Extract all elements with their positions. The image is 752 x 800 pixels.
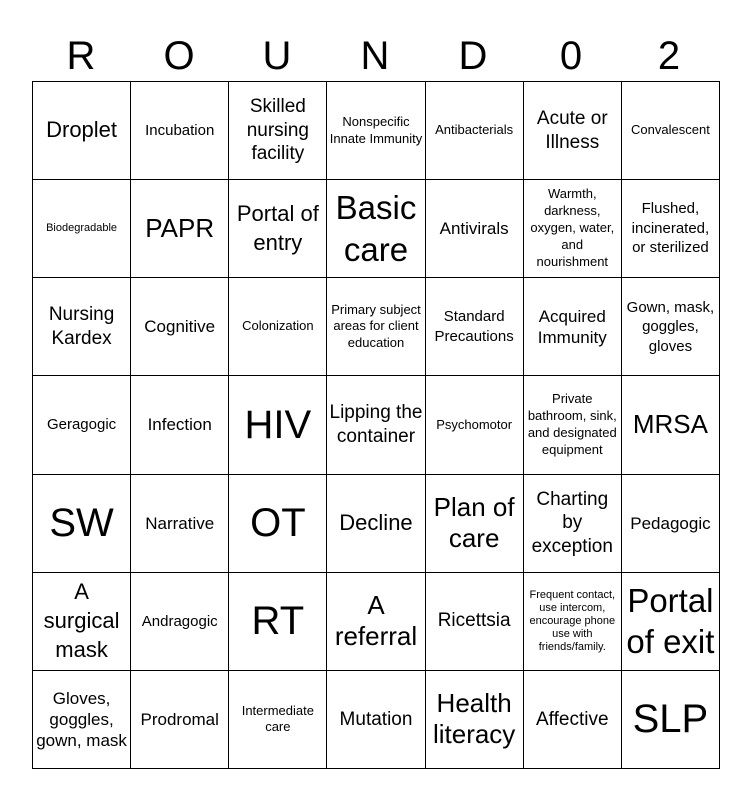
cell-text: Health literacy	[432, 688, 516, 750]
cell-text: Acquired Immunity	[537, 306, 607, 347]
bingo-cell	[426, 278, 524, 376]
cell-text: Pedagogic	[630, 513, 711, 533]
bingo-cell	[131, 82, 229, 180]
cell-text: Geragogic	[46, 416, 117, 434]
bingo-cell	[524, 278, 622, 376]
bingo-cell	[131, 573, 229, 671]
bingo-cell	[622, 82, 720, 180]
header-letter: U	[262, 34, 292, 78]
bingo-cell	[33, 376, 131, 474]
cell-text: Antibacterials	[435, 122, 514, 138]
cell-text: Basic care	[335, 189, 417, 268]
header-letter: N	[360, 34, 390, 78]
bingo-cell	[524, 475, 622, 573]
cell-text: HIV	[244, 402, 312, 447]
bingo-cell	[327, 475, 425, 573]
cell-text: Psychomotor	[436, 416, 513, 432]
cell-text: RT	[251, 599, 305, 644]
cell-text: Convalescent	[631, 122, 710, 138]
cell-text: Portal of entry	[236, 201, 319, 255]
header-letter: D	[458, 34, 488, 78]
cell-text: Cognitive	[144, 317, 216, 337]
cell-text: Affective	[536, 708, 609, 730]
bingo-cell	[229, 376, 327, 474]
bingo-cell	[426, 82, 524, 180]
cell-text: Gloves, goggles, gown, mask	[36, 688, 127, 751]
bingo-cell	[524, 573, 622, 671]
cell-text: A referral	[334, 590, 418, 652]
bingo-cell	[327, 671, 425, 769]
bingo-cell	[524, 180, 622, 278]
cell-text: Plan of care	[433, 491, 515, 554]
bingo-cell	[426, 180, 524, 278]
cell-text: Mutation	[339, 708, 413, 730]
cell-text: Nonspecific Innate Immunity	[329, 113, 423, 146]
bingo-cell	[33, 278, 131, 376]
cell-text: Colonization	[242, 318, 314, 334]
bingo-grid	[32, 81, 720, 769]
bingo-cell	[33, 180, 131, 278]
bingo-cell	[426, 376, 524, 474]
cell-text: PAPR	[145, 213, 215, 244]
bingo-cell	[622, 475, 720, 573]
bingo-cell	[229, 475, 327, 573]
cell-text: Private bathroom, sink, and designated equipment	[527, 391, 617, 457]
header-letter: 2	[657, 34, 681, 78]
cell-text: Andragogic	[141, 612, 218, 630]
cell-text: Charting by exception	[531, 488, 613, 557]
bingo-cell	[327, 180, 425, 278]
cell-text: Droplet	[46, 117, 118, 143]
cell-text: Nursing Kardex	[48, 304, 115, 349]
bingo-cell	[622, 573, 720, 671]
bingo-cell	[327, 573, 425, 671]
bingo-cell	[33, 82, 131, 180]
bingo-cell	[131, 671, 229, 769]
bingo-cell	[33, 475, 131, 573]
cell-text: Primary subject areas for client education	[331, 301, 421, 351]
bingo-cell	[327, 278, 425, 376]
header-letter: 0	[559, 34, 583, 78]
bingo-cell	[229, 671, 327, 769]
cell-text: Narrative	[145, 513, 215, 533]
bingo-cell	[426, 573, 524, 671]
bingo-cell	[524, 671, 622, 769]
cell-text: Flushed, incinerated, or sterilized	[631, 200, 710, 257]
cell-text: Incubation	[145, 121, 215, 139]
bingo-cell	[622, 180, 720, 278]
bingo-cell	[622, 376, 720, 474]
cell-text: Portal of exit	[626, 582, 715, 661]
bingo-cell	[229, 180, 327, 278]
bingo-cell	[327, 376, 425, 474]
bingo-cell	[622, 278, 720, 376]
bingo-cell	[426, 475, 524, 573]
bingo-cell	[33, 573, 131, 671]
cell-text: OT	[250, 501, 306, 546]
bingo-cell	[229, 278, 327, 376]
bingo-cell	[426, 671, 524, 769]
cell-text: Standard Precautions	[434, 308, 514, 345]
bingo-cell	[131, 475, 229, 573]
header-letter: O	[163, 34, 195, 78]
bingo-cell	[229, 573, 327, 671]
cell-text: Ricettsia	[437, 610, 511, 632]
bingo-cell	[622, 671, 720, 769]
cell-text: Antivirals	[439, 219, 509, 239]
cell-text: A surgical mask	[43, 579, 120, 662]
bingo-cell	[131, 376, 229, 474]
cell-text: Prodromal	[140, 709, 219, 729]
bingo-cell	[131, 180, 229, 278]
cell-text: Skilled nursing facility	[246, 95, 310, 165]
bingo-cell	[524, 376, 622, 474]
cell-text: SLP	[632, 697, 709, 742]
header-letter: R	[66, 34, 96, 78]
cell-text: Warmth, darkness, oxygen, water, and nourishment	[530, 186, 615, 270]
board-header	[32, 30, 720, 82]
bingo-cell	[229, 82, 327, 180]
cell-text: SW	[49, 501, 114, 546]
cell-text: Biodegradable	[46, 222, 118, 235]
bingo-cell	[131, 278, 229, 376]
cell-text: Gown, mask, goggles, gloves	[626, 298, 715, 355]
cell-text: Decline	[339, 509, 413, 535]
bingo-cell	[327, 82, 425, 180]
cell-text: MRSA	[632, 409, 708, 440]
bingo-cell	[33, 671, 131, 769]
cell-text: Frequent contact, use intercom, encourage phone use with friends/family.	[529, 588, 616, 653]
cell-text: Infection	[147, 415, 212, 435]
cell-text: Acute or Illness	[536, 107, 608, 153]
bingo-cell	[524, 82, 622, 180]
cell-text: Intermediate care	[241, 702, 314, 735]
cell-text: Lipping the container	[329, 402, 423, 447]
